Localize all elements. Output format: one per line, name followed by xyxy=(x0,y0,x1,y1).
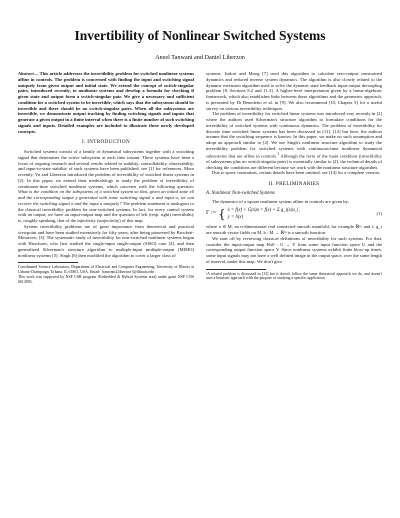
footnote-rule-right xyxy=(206,269,266,270)
equation-lines xyxy=(228,207,300,221)
right-paragraph-2 xyxy=(206,111,382,170)
right-paragraph-5: where x ∈ M, an n-dimensional real connected smooth manifold, for example ℝⁿ; and f, g_i are smooth vector fields on M, h : M → ℝᵐ is a smooth function. xyxy=(206,224,382,236)
section-heading-preliminaries: II. PRELIMINARIES xyxy=(268,181,320,188)
section-heading-introduction: I. INTRODUCTION xyxy=(81,139,130,146)
left-column xyxy=(18,71,194,284)
equation-line-1: ẋ = f(x) + G(x)u = f(x) + Σ g_i(x)u_i, xyxy=(227,208,300,214)
paper-title: Invertibility of Nonlinear Switched Systems xyxy=(74,28,326,43)
abstract-text: — This article addresses the invertibility problem for switched nonlinear systems affine in controls. The problem is concerned with finding the input and switching signal uniquely from given output and initial state. We extend the concept of switch-singular pairs, introduced recently, to nonlinear systems and develop a formula for checking if given state and output form a switch-singular pair. We give a necessary and sufficient condition for a switched system to be invertible, which says that the subsystems should be invertible and there should be no switch-singular pairs. When all the subsystems are invertible, we demonstrate output tracking by finding switching signals and inputs that generate a given output in a finite interval when there is a finite number of such switching signals and inputs. Detailed examples are included to illustrate these newly developed concepts. xyxy=(18,71,194,134)
equation-number: (1) xyxy=(376,211,382,217)
footnotes-right xyxy=(206,272,382,282)
affiliation-footnote: Coordinated Science Laboratory, Department of Electrical and Computer Engineering, University of Illinois at Urbana-Champaign, Urbana, IL 61801, USA. Email: {tanwani2,liberzon}@illinois.edu xyxy=(18,265,194,275)
subsection-heading-a: A. Nonlinear Non-switched Systems xyxy=(206,190,275,196)
dynamics-intro: The dynamics of a square nonlinear system affine in controls are given by: xyxy=(212,198,350,204)
intro-text-1: Switched systems consist of a family of dynamical subsystems together with a switching signal that determines the active subsystem at each time instant. These systems have been a focus of ongoing research and several results related to stability, controllability, observability, and input-to-state stability of such systems have been published; see [1] for references. More recently, Vu and Liberzon introduced the problem of invertibility of switched linear systems in [2]. In this paper, we extend their methodology to study the problem of invertibility of continuous-time switched nonlinear systems, which concerns with the following question: xyxy=(18,149,194,189)
footnote-rule xyxy=(18,262,78,263)
two-column-body xyxy=(18,71,382,284)
footnote-marker: 1 xyxy=(277,151,280,156)
abstract-label: Abstract xyxy=(18,71,34,76)
related-problem-footnote: ¹A related problem is discussed in [13] but it doesn't follow the same theoretical approach we do, and doesn't uses a heuristic approach with the purpose of studying a specific application. xyxy=(206,271,382,281)
right-text-2: The problem of invertibility for switched linear systems was introduced very recently in [2] where the authors used Silverman's structure algorithm to formulate conditions for the invertibility of switched systems with continuous dynamics. The problem of invertibility for discrete time switched linear systems has been discussed in [11], [12] but here, the authors assume that the switching sequence is known. In this paper, we make no such assumption and adopt an approach similar to [2]. We use Singh's nonlinear structure algorithm to study the invertibility problem for switched systems with continuous-time nonlinear dynamical subsystems that are affine in controls. xyxy=(206,111,382,159)
footnotes-left xyxy=(18,265,194,284)
right-column xyxy=(206,71,382,284)
intro-question: What is the condition on the subsystems of a switched system so that, given an initial state x0 and the corresponding output y generated with some switching signal σ and input u, we can recover the switching signal σ and the input u uniquely? xyxy=(18,189,194,206)
funding-footnote: This work was supported by NSF CSR program (Embedded & Hybrid Systems area) under grant NSF CNS 0614993. xyxy=(18,274,194,284)
brace-icon: { xyxy=(218,207,226,222)
equation-line-2: y = h(x) xyxy=(227,215,244,221)
right-paragraph-1: systems. Isidori and Moog [7] used this algorithm to calculate zero-output constrained dynamics and reduced inverse system dynamics. The algorithm is also closely related to the dynamic extension algorithm used to solve the dynamic state feedback input-output decoupling problem [8, Sections 8.2 and 11.3]. A higher-level interpretation given by a linear-algebraic framework, which also establishes links between these algorithms and the geometric approach, is presented by Di Benedetto et al. in [9]. We also recommend [10, Chapter 5] for a useful survey on various invertibility techniques. xyxy=(206,71,382,111)
intro-paragraph-1 xyxy=(18,149,194,224)
right-paragraph-6: We start off by reviewing classical definitions of invertibility for such systems. For that, consider the input-output map Hx0 : U → Y from some input function space U and the corresponding output function space Y. Since nonlinear systems exhibit finite blow-up times, some input signals may not have a well defined image in the output space, over the same length of interval, under this map. We don't give xyxy=(206,235,382,264)
equation-label: Γ := xyxy=(206,210,217,217)
intro-text-1-end: The problem statement is analogous to the classical invertibility problem for non-switched systems. In fact, for every control system with an output, we have an input-output map and the question of left (resp. right) invertibility is, roughly speaking, that of the injectivity (surjectivity) of this map. xyxy=(18,200,194,223)
abstract xyxy=(18,71,194,134)
equation-body xyxy=(206,207,300,221)
right-text-2-end: Although the form of the main condition (invertibility of subsystems plus no switch-singular pairs) is essentially similar to [2], the technical details of checking the conditions are different because we work with the nonlinear structure algorithm. xyxy=(206,153,382,170)
right-paragraph-3: Due to space constraints, certain details have been omitted, see [14] for a complete version. xyxy=(212,170,380,176)
paper-authors: Aneel Tanwani and Daniel Liberzon xyxy=(155,54,245,61)
equation-1 xyxy=(206,207,382,221)
intro-paragraph-2: System invertibility problems are of great importance from theoretical and practical viewpoint and have been studied extensively for fifty years, after being pioneered by Brockett-Mesarovic [3]. The systematic study of invertibility for non-switched nonlinear systems began with Hirschorn, who first studied the single-input single-output (SISO) case [4], and then generalized Silverman's structure algorithm to multiple-input multiple-output (MIMO) nonlinear systems [5]. Singh [6] then modified the algorithm to cover a larger class of xyxy=(18,223,194,258)
